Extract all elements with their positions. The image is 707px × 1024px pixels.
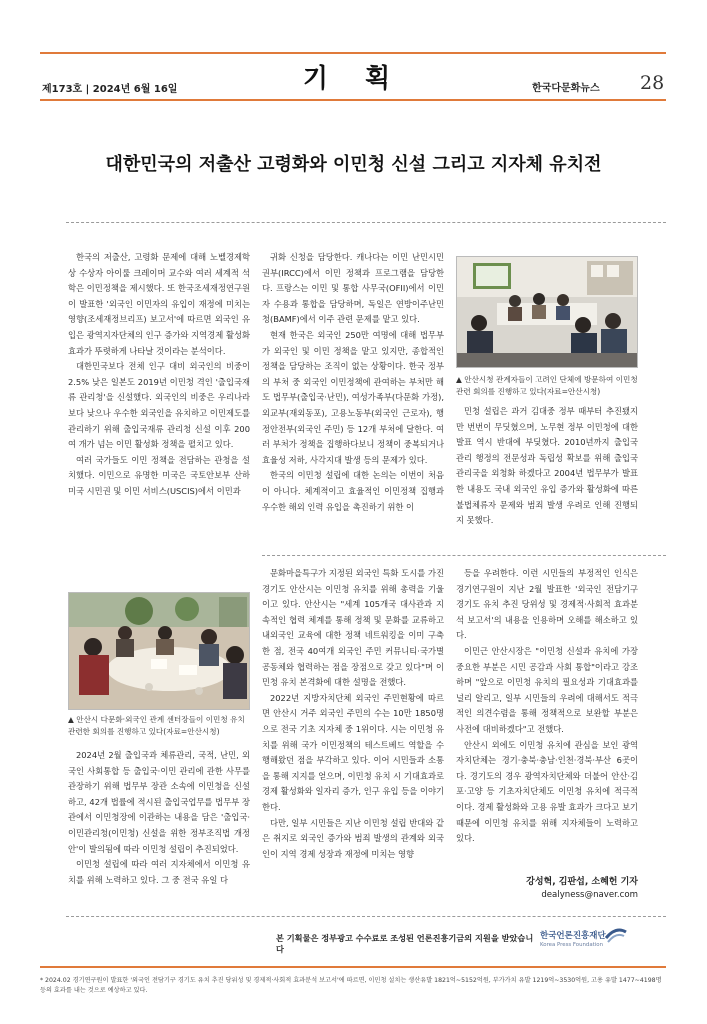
paragraph: 2024년 2월 출입국과 체류관리, 국적, 난민, 외국인 사회통합 등 출입국·이민 관리에 관한 사무를 관장하기 위해 법무부 장관 소속에 이민청을 신설하고, 42개 법률에 적시된 출입국업무를 법무부 장관에서 이민청장에 이관하는 내용을 담은 '출입국·이민관리청(이민청) 신설을 위한 정부조직법 개정안'이 발의됨에 따라 이민청 설립이 추진되었다. [68, 750, 250, 854]
footer-rule [40, 966, 666, 968]
paragraph: 귀화 신청을 담당한다. 캐나다는 이민 난민시민권부(IRCC)에서 이민 정책과 프로그램을 담당한다. 프랑스는 이민 및 통합 사무국(OFII)에서 이민자 수용과 통합을 담당하며, 독일은 연방이주난민청(BAMF)에서 이주 관련 문제를 맡고 있다. [262, 252, 444, 325]
article-column-bottom-right [456, 566, 638, 847]
foundation-logo-icon [604, 924, 628, 944]
foundation-english-name: Korea Press Foundation [540, 942, 603, 948]
meeting-photo-illustration [457, 257, 637, 367]
paragraph: 이민청 설립에 따라 여러 지자체에서 이민청 유치를 위해 노력하고 있다. 그 중 전국 유일 다 [68, 859, 250, 885]
paragraph: 다만, 일부 시민들은 지난 이민청 설립 반대와 같은 취지로 외국인 증가와 범죄 발생의 관계와 외국인이 지역 경제 성장과 재정에 미치는 영향 [262, 817, 444, 859]
byline: 강성혁, 김판섭, 소혜헌 기자 [526, 877, 638, 887]
reporter-email: dealyness@naver.com [541, 890, 638, 900]
headline-divider [66, 222, 666, 223]
paragraph: 문화마을특구가 지정된 외국인 특화 도시를 가진 경기도 안산시는 이민청 유치를 위해 총력을 기울이고 있다. 안산시는 "세계 105개국 대사관과 지속적인 협력 체계를 통해 정책 및 문화를 교류하고 내외국인 교육에 대한 정책 네트워킹을 이미 구축한 점, 전국 40여개 외국인 주민 커뮤니티·국가별 공동체와 협력하는 점을 장점으로 갖고 있다"며 이민청 유치 본격화에 대한 설명을 전했다. [262, 568, 444, 688]
meeting-room-photo [456, 256, 638, 368]
article-column-bottom-left [68, 748, 250, 888]
headline: 대한민국의 저출산 고령화와 이민청 신설 그리고 지자체 유치전 [105, 154, 602, 175]
paragraph: 대한민국보다 전체 인구 대비 외국인의 비중이 2.5% 낮은 일본도 2019년 이민청 격인 '출입국재류 관리청'을 신설했다. 외국인의 비중은 우리나라보다 낮으나 우수한 외국인을 유치하고 이민제도를 관리하기 위해 출입국재류 관리청 신설 이후 200여 개가 넘는 이민 활성화 정책을 펼치고 있다. [68, 361, 250, 450]
issue-date: 제173호 | 2024년 6월 16일 [42, 84, 178, 95]
section-divider [262, 555, 666, 556]
article-column-top-left [68, 250, 250, 500]
paragraph: 한국의 저출산, 고령화 문제에 대해 노벨경제학상 수상자 아이룰 크레이머 교수와 여러 세계적 석학은 이민정책을 제시했다. 또 한국조세재정연구원이 발표한 '외국인 이민자의 유입이 재정에 미치는 영향(조세재정브리프) 보고서'에 따르면 외국인 유입은 광역지자단체의 인구 증가와 지역경제 활성화 효과가 뚜렷하게 나타날 것이라는 분석이다. [68, 252, 250, 356]
photo-caption-bottom: ▲ 안산시 다문화·외국인 관계 센터장들이 이민청 유치 관련한 회의를 진행하고 있다(자료=안산시청) [68, 715, 245, 736]
article-column-top-right [456, 404, 638, 529]
paragraph: 한국의 이민청 설립에 대한 논의는 이번이 처음이 아니다. 체계적이고 효율적인 이민정책 집행과 우수한 해외 인력 유입을 촉진하기 위한 이 [262, 470, 444, 512]
support-divider [66, 916, 666, 917]
paragraph: 이민근 안산시장은 "이민청 신설과 유치에 가장 중요한 부분은 시민 공감과 사회 통합"이라고 강조하며 "앞으로 이민청 유치의 필요성과 기대효과를 널리 알리고, 일부 시민들의 우려에 대해서도 적극적인 의견수렴을 통해 정책적으로 보완할 부분은 사전에 대비하겠다"고 전했다. [456, 645, 638, 734]
paper-name: 한국다문화뉴스 [532, 83, 600, 94]
paragraph: 2022년 지방자치단체 외국인 주민현황에 따르면 안산시 거주 외국인 주민의 수는 10만 1850명으로 전국 기초 지자체 중 1위이다. 시는 이민청 유치를 위해 국가 이민정책의 테스트베드 역할을 수행해왔던 점을 부각하고 있다. 이어 시민들과 소통을 통해 지지를 얻으며, 이민청 유치 시 기대효과로 경제 활성화와 일자리 증가, 인구 유입 등을 이야기한다. [262, 692, 444, 812]
paragraph: 여러 국가들도 이민 정책을 전담하는 관청을 설치했다. 이민으로 유명한 미국은 국토안보부 산하 미국 시민권 및 이민 서비스(USCIS)에서 이민과 [68, 454, 250, 496]
paragraph: 안산시 외에도 이민청 유치에 관심을 보인 광역자치단체는 경기·충북·충남·인천·경북·부산 6곳이다. 경기도의 경우 광역자치단체와 더불어 안산·김포·고양 등 기초자치단체도 이민청 유치에 적극적이다. 경제 활성화와 고용 유발 효과가 크다고 보기 때문에 이민청 유치를 위해 지자체들이 노력하고 있다. [456, 739, 638, 844]
footnote: * 2024.02 경기연구원이 발표한 '외국인 전담기구 경기도 유치 추진 당위성 및 경제적·사회적 효과분석 보고서'에 따르면, 이민청 설치는 생산유발 1821억~5152억원, 부가가치 유발 1219억~3530억원, 고용 유발 1477~4198명 등의 효과를 내는 것으로 예상하고 있다. [40, 977, 662, 994]
paragraph: 민청 설립은 과거 김대중 정부 때부터 추진됐지만 번번이 무딧혔으며, 노무현 정부 이민청에 대한 발표 역시 반대에 부딪혔다. 2010년까지 출입국 관리 행정의 전문성과 독립성 확보를 위해 출입국관리국을 외청화 하겠다고 2004년 법무부가 발표한 내용도 국내 외국인 유입 증가와 활성화에 따른 불법체류자 문제와 범죄 발생 우려로 인해 진행되지 못했다. [456, 406, 638, 526]
header-top-rule [40, 52, 666, 54]
article-column-bottom-middle [262, 566, 444, 862]
header-bottom-rule [40, 99, 666, 101]
article-column-top-middle [262, 250, 444, 515]
foundation-name: 한국언론진흥재단 [540, 931, 606, 941]
support-notice: 본 기획물은 정부광고 수수료로 조성된 언론진흥기금의 지원을 받았습니다 [276, 933, 534, 954]
photo-caption-top: ▲ 안산시청 관계자들이 고려인 단체에 방문하여 이민청 관련 회의를 진행하고 있다(자료=안산시청) [456, 375, 638, 396]
paragraph: 등을 우려한다. 이런 시민들의 부정적인 인식은 경기연구원이 지난 2월 발표한 '외국인 전담기구 경기도 유치 추진 당위성 및 경제적·사회적 효과분석 보고서'의 내용을 인용하며 오해를 해소하고 있다. [456, 568, 638, 641]
roundtable-meeting-photo [68, 592, 250, 710]
section-title: 기 획 [302, 64, 405, 94]
paragraph: 현재 한국은 외국인 250만 여명에 대해 법무부가 외국인 및 이민 정책을 맡고 있지만, 종합적인 정책을 담당하는 조직이 없는 상황이다. 한국 정부의 부처 중 외국인 이민정책에 관여하는 부처만 해도 법무부(출입국·난민), 여성가족부(다문화 가정), 외교부(재외동포), 고용노동부(외국인 근로자), 행정안전부(외국인 주민) 등 12개 부처에 달한다. 여러 부처가 정책을 집행하다보니 정책이 중복되거나 효율성 저하, 사각지대 발생 등의 문제가 있다. [262, 329, 444, 465]
roundtable-photo-illustration [69, 593, 249, 709]
page-number: 28 [640, 72, 665, 94]
